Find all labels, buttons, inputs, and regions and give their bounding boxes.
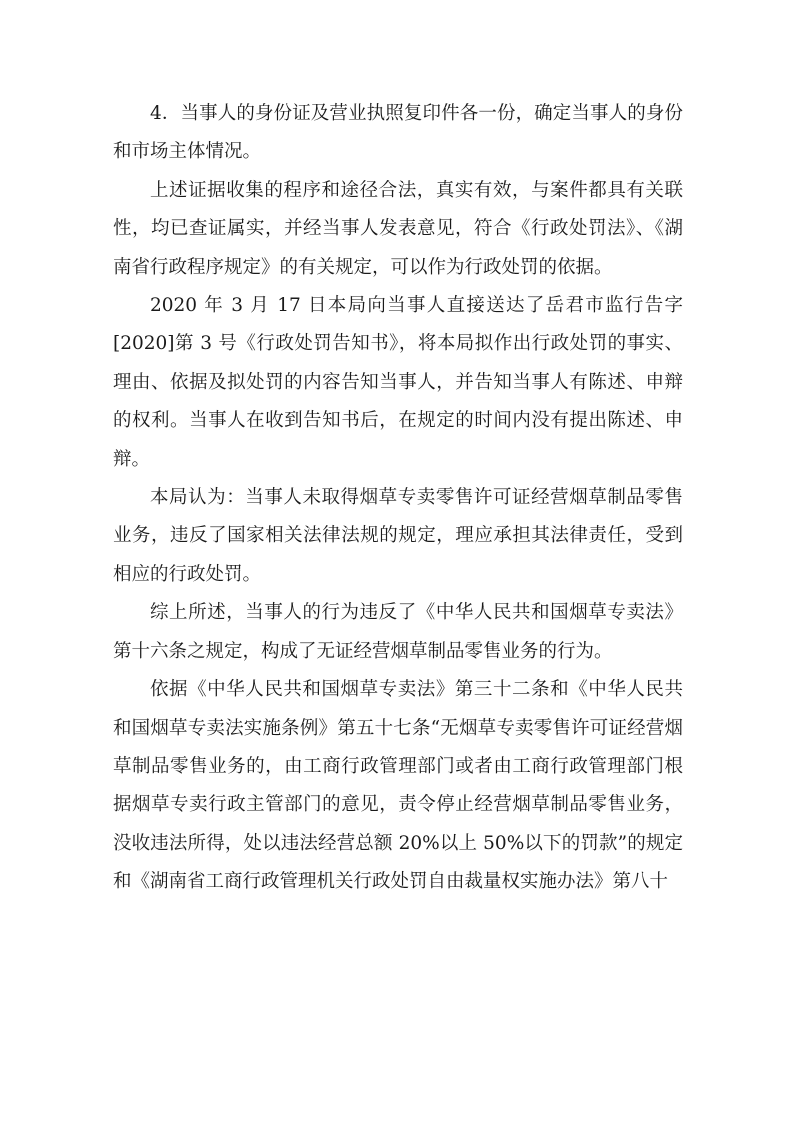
paragraph-evidence-4: 4．当事人的身份证及营业执照复印件各一份，确定当事人的身份和市场主体情况。 (113, 103, 683, 163)
paragraph-conclusion: 综上所述，当事人的行为违反了《中华人民共和国烟草专卖法》第十六条之规定，构成了无证经营烟草制品零售业务的行为。 (113, 602, 683, 662)
document-body (113, 95, 683, 902)
paragraph-legal-basis: 依据《中华人民共和国烟草专卖法》第三十二条和《中华人民共和国烟草专卖法实施条例》第五十七条“无烟草专卖零售许可证经营烟草制品零售业务的，由工商行政管理部门或者由工商行政管理部门根据烟草专卖行政主管部门的意见，责令停止经营烟草制品零售业务，没收违法所得，处以违法经营总额 20%以上 50%以下的罚款”的规定和《湖南省工商行政管理机关行政处罚自由裁量权实施办法》第八十 (113, 679, 683, 893)
paragraph-notice-delivery: 2020 年 3 月 17 日本局向当事人直接送达了岳君市监行告字[2020]第 3 号《行政处罚告知书》，将本局拟作出行政处罚的事实、理由、依据及拟处罚的内容告知当事人，并告知当事人有陈述、申辩的权利。当事人在收到告知书后，在规定的时间内没有提出陈述、申辩。 (113, 295, 683, 470)
paragraph-evidence-legality: 上述证据收集的程序和途径合法，真实有效，与案件都具有关联性，均已查证属实，并经当事人发表意见，符合《行政处罚法》、《湖南省行政程序规定》的有关规定，可以作为行政处罚的依据。 (113, 179, 683, 278)
paragraph-bureau-opinion: 本局认为：当事人未取得烟草专卖零售许可证经营烟草制品零售业务，违反了国家相关法律法规的规定，理应承担其法律责任，受到相应的行政处罚。 (113, 487, 683, 585)
